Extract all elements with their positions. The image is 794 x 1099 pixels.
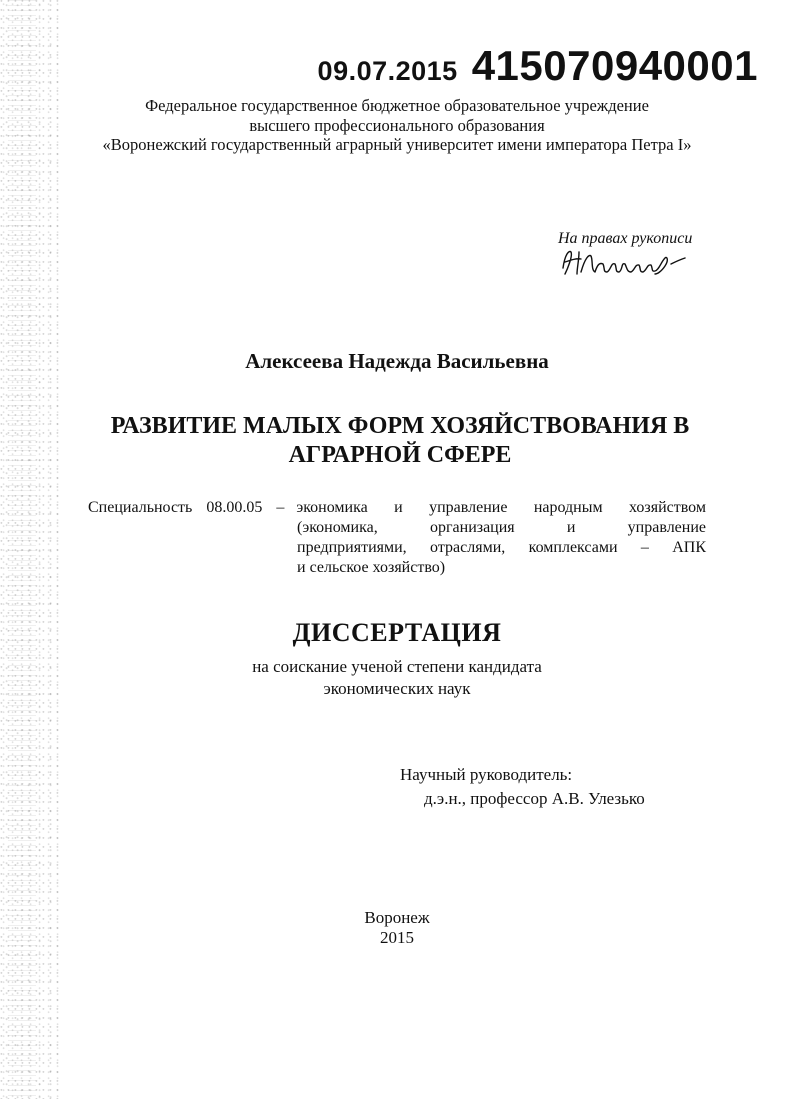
author-name: Алексеева Надежда Васильевна: [245, 349, 549, 373]
organization-line-2: высшего профессионального образования: [249, 115, 545, 135]
organization-header: [0, 96, 794, 155]
city-year-footer: [0, 908, 794, 948]
year: 2015: [380, 928, 414, 947]
organization-line-1: Федеральное государственное бюджетное образовательное учреждение: [145, 96, 649, 115]
title-line-2: АГРАРНОЙ СФЕРЕ: [288, 442, 512, 468]
specialty-block: [88, 498, 706, 578]
specialty-desc-line-4: и сельское хозяйство): [297, 559, 446, 576]
organization-line-3: «Воронежский государственный аграрный университет имени императора Петра I»: [102, 135, 692, 154]
degree-description: [0, 656, 794, 700]
degree-line-1: на соискание ученой степени кандидата: [252, 657, 542, 676]
specialty-row: [88, 498, 706, 518]
supervisor-name: д.э.н., профессор А.В. Улезько: [424, 789, 645, 808]
title-line-1: РАЗВИТИЕ МАЛЫХ ФОРМ ХОЗЯЙСТВОВАНИЯ В: [110, 413, 690, 439]
specialty-desc-line-3: предприятиями, отраслями, комплексами – АПК: [297, 539, 706, 556]
specialty-dash: –: [276, 499, 285, 516]
specialty-label: Специальность: [88, 499, 193, 516]
specialty-code: 08.00.05: [206, 499, 263, 516]
supervisor-label: Научный руководитель:: [400, 765, 573, 784]
stamp-date: 09.07.2015: [317, 56, 458, 86]
stamp-number: 415070940001: [471, 42, 758, 89]
rights-note: На правах рукописи: [558, 230, 693, 247]
registration-stamp: [318, 42, 758, 90]
specialty-desc-line-2: (экономика, организация и управление: [297, 519, 706, 536]
supervisor-block: [400, 763, 645, 811]
degree-line-2: экономических наук: [323, 679, 471, 698]
dissertation-heading: ДИССЕРТАЦИЯ: [292, 618, 502, 647]
specialty-desc-line-1: экономика и управление народным хозяйством: [296, 499, 706, 516]
author-signature: [555, 244, 705, 280]
city-name: Воронеж: [364, 908, 430, 927]
dissertation-title: [60, 412, 740, 470]
